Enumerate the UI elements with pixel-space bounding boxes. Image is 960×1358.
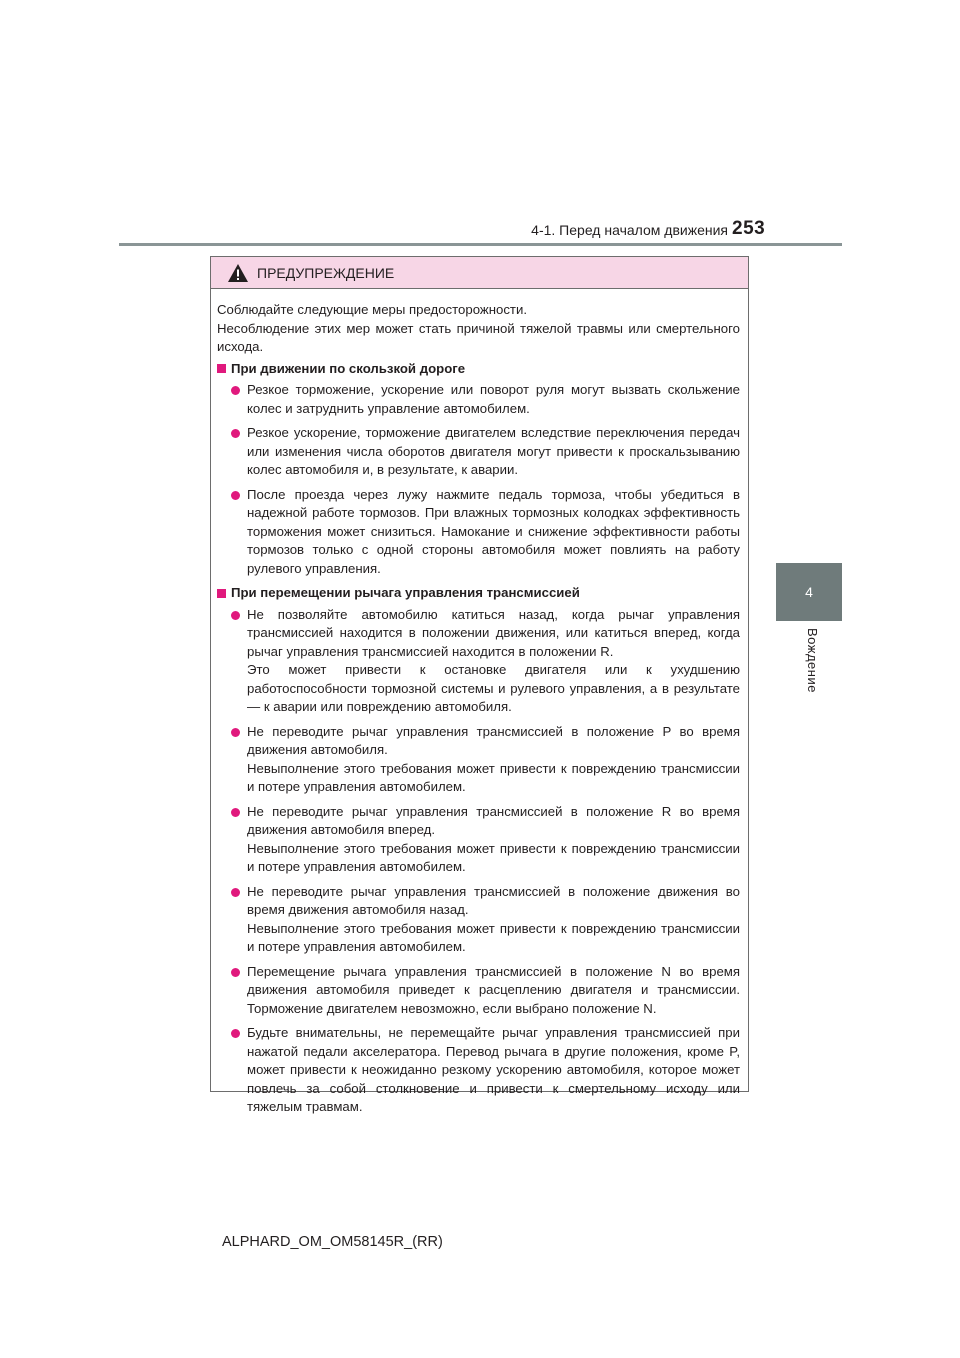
section-title: 4-1. Перед началом движения [531,222,728,238]
list-item-note: Невыполнение этого требования может привести к повреждению трансмиссии и потере управления автомобилем. [247,840,740,874]
warning-box [210,256,749,1114]
header-rule [119,243,842,246]
list-item-text: Резкое торможение, ускорение или поворот руля могут вызвать скольжение колес и затруднить управление автомобилем. [247,382,740,416]
list-item-text: Перемещение рычага управления трансмиссией в положение N во время движения автомобиля приведет к расцеплению двигателя и трансмиссии. Торможение двигателем невозможно, если выбрано положение N. [247,963,740,1016]
list-item [231,424,740,480]
square-bullet-icon [217,364,226,373]
bullet-dot-icon [231,728,240,737]
list-item-text: Не позволяйте автомобилю катиться назад, когда рычаг управления трансмиссией находится в положении движения, или катиться вперед, когда рычаг управления трансмиссией находится в положении R. [247,606,740,659]
intro-text: Соблюдайте следующие меры предосторожности. [217,302,527,317]
chapter-tab[interactable] [776,563,842,621]
list-item-text: Не переводите рычаг управления трансмиссией в положение P во время движения автомобиля. [247,723,740,757]
list-item [231,1024,740,1117]
warning-body [211,289,748,1117]
list-item [231,803,740,877]
square-bullet-icon [217,589,226,598]
list-item-note: Невыполнение этого требования может привести к повреждению трансмиссии и потере управления автомобилем. [247,760,740,794]
list-item-text: Не переводите рычаг управления трансмиссией в положение движения во время движения автомобиля назад. [247,883,740,917]
list-item-note: Невыполнение этого требования может привести к повреждению трансмиссии и потере управления автомобилем. [247,920,740,954]
list-item [231,606,740,717]
bullet-dot-icon [231,888,240,897]
section-heading [217,584,740,603]
section-heading-text: При перемещении рычага управления трансмиссией [231,585,580,600]
warning-triangle-icon [227,263,249,283]
list-item-note: Это может привести к остановке двигателя или к ухудшению работоспособности тормозной системы и рулевого управления, а в результате — к аварии или повреждению автомобиля. [247,662,740,714]
list-item-text: Резкое ускорение, торможение двигателем вследствие переключения передач или изменения числа оборотов двигателя могут привести к проскальзыванию колес автомобиля и, в результате, к аварии. [247,425,740,477]
intro-text: Несоблюдение этих мер может стать причиной тяжелой травмы или смертельного исхода. [217,320,740,354]
bullet-dot-icon [231,1029,240,1038]
list-item [231,963,740,1019]
document-code: ALPHARD_OM_OM58145R_(RR) [222,1234,443,1250]
section-heading [217,360,740,379]
bullet-dot-icon [231,491,240,500]
bullet-dot-icon [231,968,240,977]
chapter-number: 4 [805,584,813,600]
chapter-label: Вождение [805,628,820,693]
list-item [231,381,740,418]
list-item [231,723,740,797]
list-item-text: Не переводите рычаг управления трансмиссией в положение R во время движения автомобиля вперед. [247,803,740,837]
warning-title: ПРЕДУПРЕЖДЕНИЕ [257,264,395,281]
list-item [231,883,740,957]
list-item-text: После проезда через лужу нажмите педаль тормоза, чтобы убедиться в надежной работе тормозов. При влажных тормозных колодках эффективность торможения может снизиться. Намокание и снижение эффективности работы тормозов только с одной стороны автомобиля может повлиять на работу рулевого управления. [247,486,740,576]
page-number: 253 [732,218,766,239]
warning-header [211,257,748,289]
list-item [231,486,740,579]
list-item-text: Будьте внимательны, не перемещайте рычаг управления трансмиссией при нажатой педали акселератора. Перевод рычага в другие положения, кроме P, может привести к неожиданно резкому ускорению автомобиля, которое может повлечь за собой столкновение и привести к смертельному исходу или тяжелым травмам. [247,1025,740,1114]
bullet-dot-icon [231,611,240,620]
bullet-dot-icon [231,808,240,817]
section-heading-text: При движении по скользкой дороге [231,360,466,376]
bullet-dot-icon [231,429,240,438]
bullet-dot-icon [231,386,240,395]
